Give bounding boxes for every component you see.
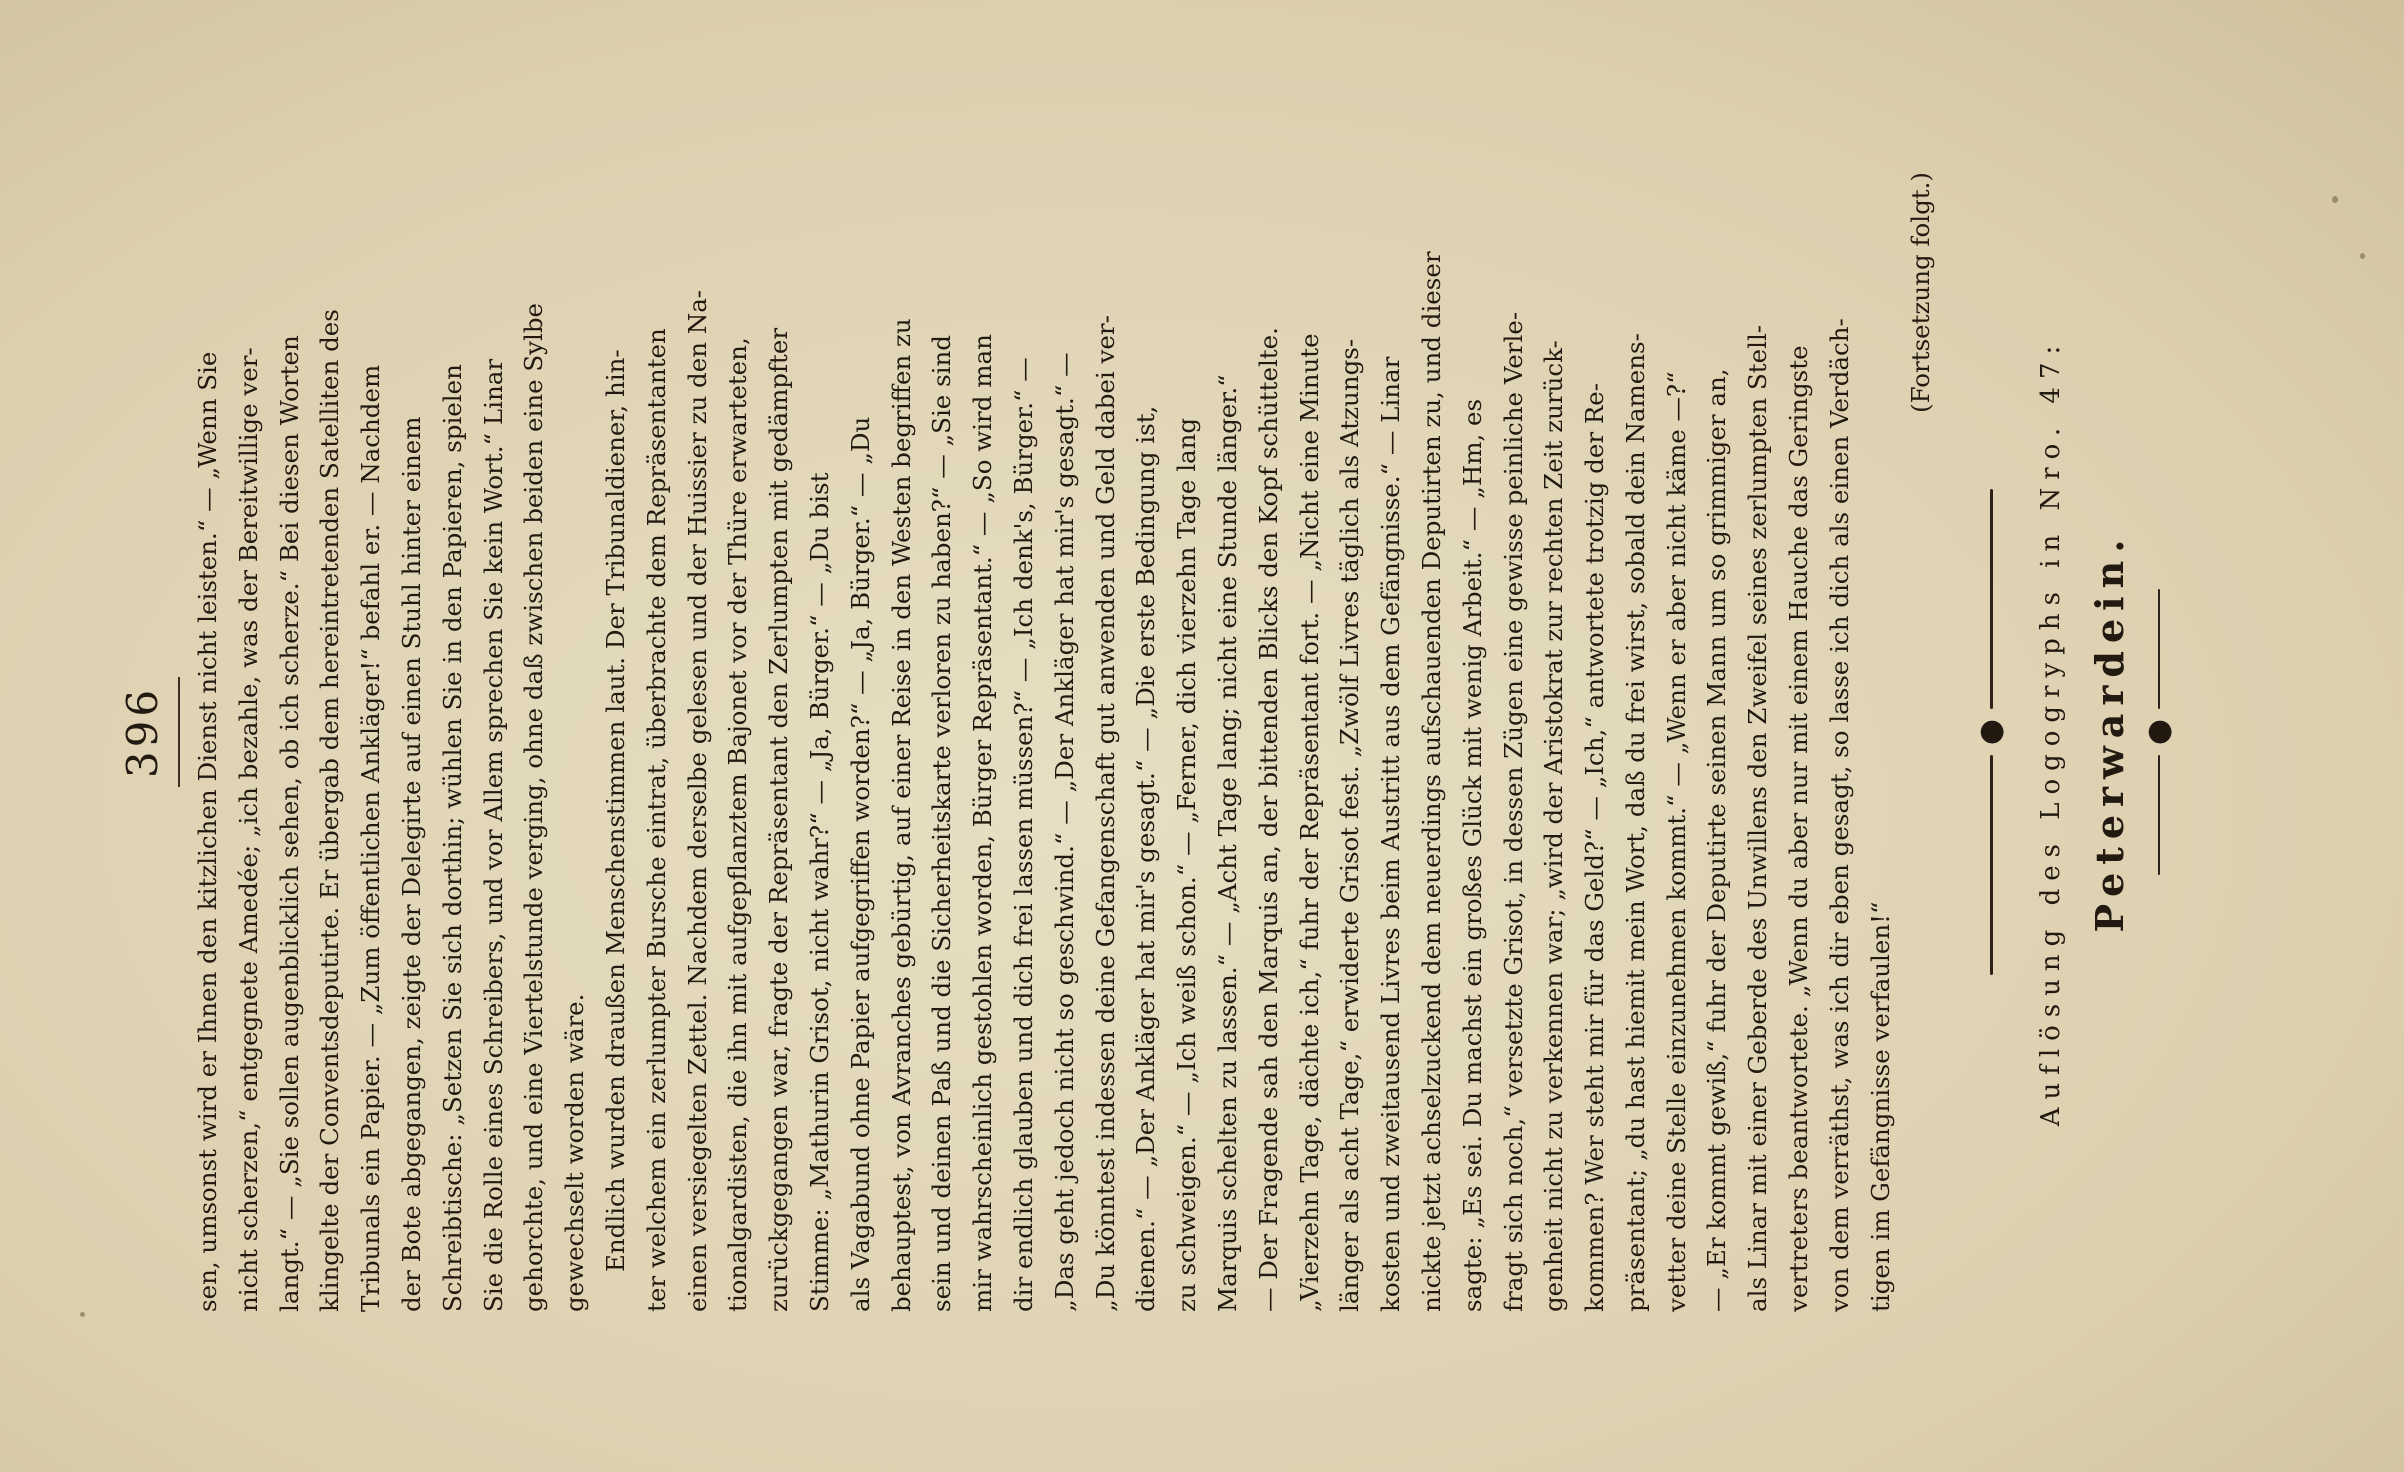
article-body bbox=[188, 152, 1901, 1312]
text-line: gehorchte, und eine Viertelstunde verging, ohne daß zwischen beiden eine Sylbe bbox=[519, 302, 549, 1312]
text-line: gewechselt worden wäre. bbox=[560, 993, 590, 1312]
text-line: zu schweigen.“ — „Ich weiß schon.“ — „Ferner, dich vierzehn Tage lang bbox=[1172, 417, 1202, 1312]
text-line: tigen im Gefängnisse verfaulen!“ bbox=[1865, 901, 1895, 1312]
closing-dot: ● bbox=[2141, 718, 2177, 746]
text-line: mir wahrscheinlich gestohlen worden, Bürger Repräsentant.“ — „So wird man bbox=[968, 334, 998, 1312]
text-line: als Vagabund ohne Papier aufgegriffen worden?“ — „Ja, Bürger.“ — „Du bbox=[845, 416, 875, 1312]
text-line: vertreters beantwortete. „Wenn du aber nur mit einem Hauche das Geringste bbox=[1784, 345, 1814, 1312]
text-line: länger als acht Tage,“ erwiderte Grisot fest. „Zwölf Livres täglich als Atzungs- bbox=[1335, 338, 1365, 1312]
solution-answer: Peterwardein. bbox=[2087, 531, 2133, 933]
divider-line-left bbox=[1990, 755, 1993, 975]
text-line: kosten und zweitausend Livres beim Austritt aus dem Gefängnisse.“ — Linar bbox=[1376, 356, 1406, 1312]
page-number: 396 bbox=[118, 685, 167, 779]
paragraph bbox=[188, 152, 596, 1312]
text-line: Tribunals ein Papier. — „Zum öffentlichen Ankläger!“ befahl er. — Nachdem bbox=[356, 364, 386, 1312]
closing-ornament bbox=[2141, 152, 2177, 1312]
continuation-note: (Fortsetzung folgt.) bbox=[1906, 172, 1936, 413]
text-line: kommen? Wer steht mir für das Geld?“ — „Ich,“ antwortete trotzig der Re- bbox=[1580, 382, 1610, 1312]
text-line: Marquis schelten zu lassen.“ — „Acht Tage lang; nicht eine Stunde länger.“ bbox=[1212, 374, 1242, 1312]
text-line: präsentant; „du hast hiemit mein Wort, daß du frei wirst, sobald dein Namens- bbox=[1620, 333, 1650, 1312]
text-line: behauptest, von Avranches gebürtig, auf einer Reise in den Westen begriffen zu bbox=[886, 318, 916, 1312]
text-block bbox=[112, 152, 2372, 1312]
text-line: sen, umsonst wird er Ihnen den kitzlichen Dienst nicht leisten.“ — „Wenn Sie bbox=[193, 351, 222, 1312]
text-line: fragt sich noch,“ versetzte Grisot, in dessen Zügen eine gewisse peinliche Verle- bbox=[1498, 311, 1528, 1312]
text-line: dir endlich glauben und dich frei lassen müssen?“ — „Ich denk's, Bürger.“ — bbox=[1008, 357, 1038, 1312]
text-line: klingelte der Conventsdeputirte. Er übergab dem hereintretenden Satelliten des bbox=[315, 309, 345, 1312]
text-line: von dem verräthst, was ich dir eben gesagt, so lasse ich dich als einen Verdäch- bbox=[1824, 318, 1854, 1312]
text-line: langt.“ — „Sie sollen augenblicklich sehen, ob ich scherze.“ Bei diesen Worten bbox=[274, 335, 304, 1312]
text-line: „Vierzehn Tage, dächte ich,“ fuhr der Repräsentant fort. — „Nicht eine Minute bbox=[1294, 333, 1324, 1312]
text-line: Stimme: „Mathurin Grisot, nicht wahr?“ — „Ja, Bürger.“ — „Du bist bbox=[804, 472, 834, 1312]
text-line: Schreibtische: „Setzen Sie sich dorthin; wühlen Sie in den Papieren, spielen bbox=[437, 364, 467, 1312]
closing-line-left bbox=[2158, 755, 2160, 875]
text-line: „Du könntest indessen deine Gefangenschaft gut anwenden und Geld dabei ver- bbox=[1090, 315, 1120, 1312]
text-line: der Bote abgegangen, zeigte der Delegirte auf einen Stuhl hinter einem bbox=[396, 416, 426, 1312]
closing-line-right bbox=[2158, 589, 2160, 709]
divider-dot: ● bbox=[1973, 718, 2009, 746]
divider-line-right bbox=[1990, 489, 1993, 709]
text-line: genheit nicht zu verkennen war; „wird der Aristokrat zur rechten Zeit zurück- bbox=[1539, 340, 1569, 1312]
text-line: einen versiegelten Zettel. Nachdem derselbe gelesen und der Huissier zu den Na- bbox=[682, 289, 712, 1312]
paragraph bbox=[596, 152, 1902, 1312]
text-line: sagte: „Es sei. Du machst ein großes Glück mit wenig Arbeit.“ — „Hm, es bbox=[1457, 398, 1487, 1312]
text-line: vetter deine Stelle einzunehmen kommt.“ — „Wenn er aber nicht käme —?“ bbox=[1661, 371, 1691, 1312]
text-line: Sie die Rolle eines Schreibers, und vor Allem sprechen Sie kein Wort.“ Linar bbox=[478, 358, 508, 1312]
header-rule bbox=[178, 677, 180, 787]
text-line: sein und deinen Paß und die Sicherheitskarte verloren zu haben?“ — „Sie sind bbox=[927, 335, 957, 1312]
text-line: tionalgardisten, die ihn mit aufgepflanztem Bajonet vor der Thüre erwarteten, bbox=[723, 337, 753, 1312]
text-line: nickte jetzt achselzuckend dem neuerdings aufschauenden Deputirten zu, und dieser bbox=[1416, 251, 1446, 1312]
text-line: zurückgegangen war, fragte der Repräsentant den Zerlumpten mit gedämpfter bbox=[764, 327, 794, 1312]
text-line: als Linar mit einer Geberde des Unwillens den Zweifel seines zerlumpten Stell- bbox=[1743, 324, 1773, 1312]
text-line: nicht scherzen,“ entgegnete Amedée; „ich bezahle, was der Bereitwillige ver- bbox=[233, 347, 263, 1312]
solution-heading: Auflösung des Logogryphs in Nro. 47: bbox=[2036, 337, 2067, 1127]
text-line: — „Er kommt gewiß,“ fuhr der Deputirte seinen Mann um so grimmiger an, bbox=[1702, 368, 1732, 1312]
text-line: ter welchem ein zerlumpter Bursche eintrat, überbrachte dem Repräsentanten bbox=[641, 328, 671, 1312]
text-line: dienen.“ — „Der Ankläger hat mir's gesagt.“ — „Die erste Bedingung ist, bbox=[1131, 405, 1161, 1312]
section-divider bbox=[1970, 152, 2012, 1312]
text-line: Endlich wurden draußen Menschenstimmen laut. Der Tribunaldiener, hin- bbox=[600, 349, 630, 1272]
text-line: — Der Fragende sah den Marquis an, der bittenden Blicks den Kopf schüttelte. bbox=[1253, 327, 1283, 1312]
text-line: „Das geht jedoch nicht so geschwind.“ — „Der Ankläger hat mir's gesagt.“ — bbox=[1049, 352, 1079, 1312]
